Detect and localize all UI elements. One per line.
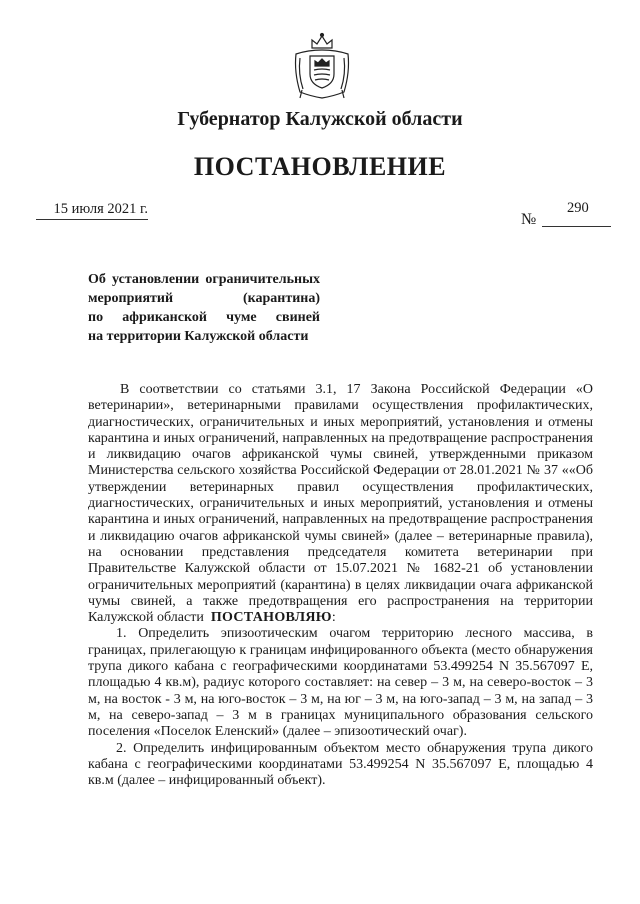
number-underline bbox=[542, 226, 611, 227]
resolution-keyword: ПОСТАНОВЛЯЮ bbox=[210, 610, 332, 626]
item-paragraph-2: 2. Определить инфицированным объектом место обнаружения трупа дикого кабана с географическими координатами 53.499254 N 35.567097 E, площадью 4 кв.м (далее – инфицированный объект). bbox=[88, 740, 593, 789]
issuing-authority: Губернатор Калужской области bbox=[177, 108, 463, 130]
preamble-paragraph bbox=[88, 382, 593, 626]
preamble-text: В соответствии со статьями 3.1, 17 Закона Российской Федерации «О ветеринарии», ветеринарными правилами осуществления профилактических, диагностических, ограничительных и иных мероприятий, установления и отмены карантина и иных ограничений, направленных на предотвращение распространения и ликвидацию очагов африканской чумы свиней, утвержденными приказом Министерства сельского хозяйства Российской Федерации от 28.01.2021 № 37 ««Об утверждении ветеринарных правил осуществления профилактических, диагностических, ограничительных и иных мероприятий, установления и отмены карантина и иных ограничений, направленных на предотвращение распространения и ликвидацию очагов африканской чумы свиней» (далее – ветеринарные правила), на основании представления председателя комитета ветеринарии при Правительстве Калужской области от 15.07.2021 № 1682-21 об установлении ограничительных мероприятий (карантина) в целях ликвидации очага африканской чумы свиней, а также предотвращения его распространения на территории Калужской области bbox=[88, 382, 593, 626]
subject-line: на территории Калужской области bbox=[88, 329, 309, 344]
coat-of-arms-emblem bbox=[290, 32, 354, 100]
number-sign: № bbox=[521, 211, 537, 228]
document-number: 290 bbox=[567, 200, 589, 216]
item-paragraph-1: 1. Определить эпизоотическим очагом территорию лесного массива, в границах, прилегающую к границам инфицированного объекта (место обнаружения трупа дикого кабана с географическими координатами 53.499254 N 35.567097 E, площадью 4 кв.м), радиус которого составляет: на север – 3 м, на северо-восток – 3 м, на восток - 3 м, на юго-восток – 3 м, на юг – 3 м, на юго-запад – 3 м, на запад – 3 м, на северо-запад – 3 м в границах муниципального образования сельского поселения «Поселок Еленский» (далее – эпизоотический очаг). bbox=[88, 626, 593, 740]
document-type-title: ПОСТАНОВЛЕНИЕ bbox=[193, 152, 447, 181]
document-number-field bbox=[521, 200, 611, 229]
subject-line: по африканской чуме свиней bbox=[88, 310, 320, 325]
preamble-colon: : bbox=[331, 610, 336, 626]
document-date: 15 июля 2021 г. bbox=[36, 201, 148, 220]
document-subject bbox=[88, 270, 320, 346]
subject-line: мероприятий (карантина) bbox=[88, 291, 320, 306]
subject-line: Об установлении ограничительных bbox=[88, 272, 320, 287]
document-body bbox=[88, 382, 593, 789]
